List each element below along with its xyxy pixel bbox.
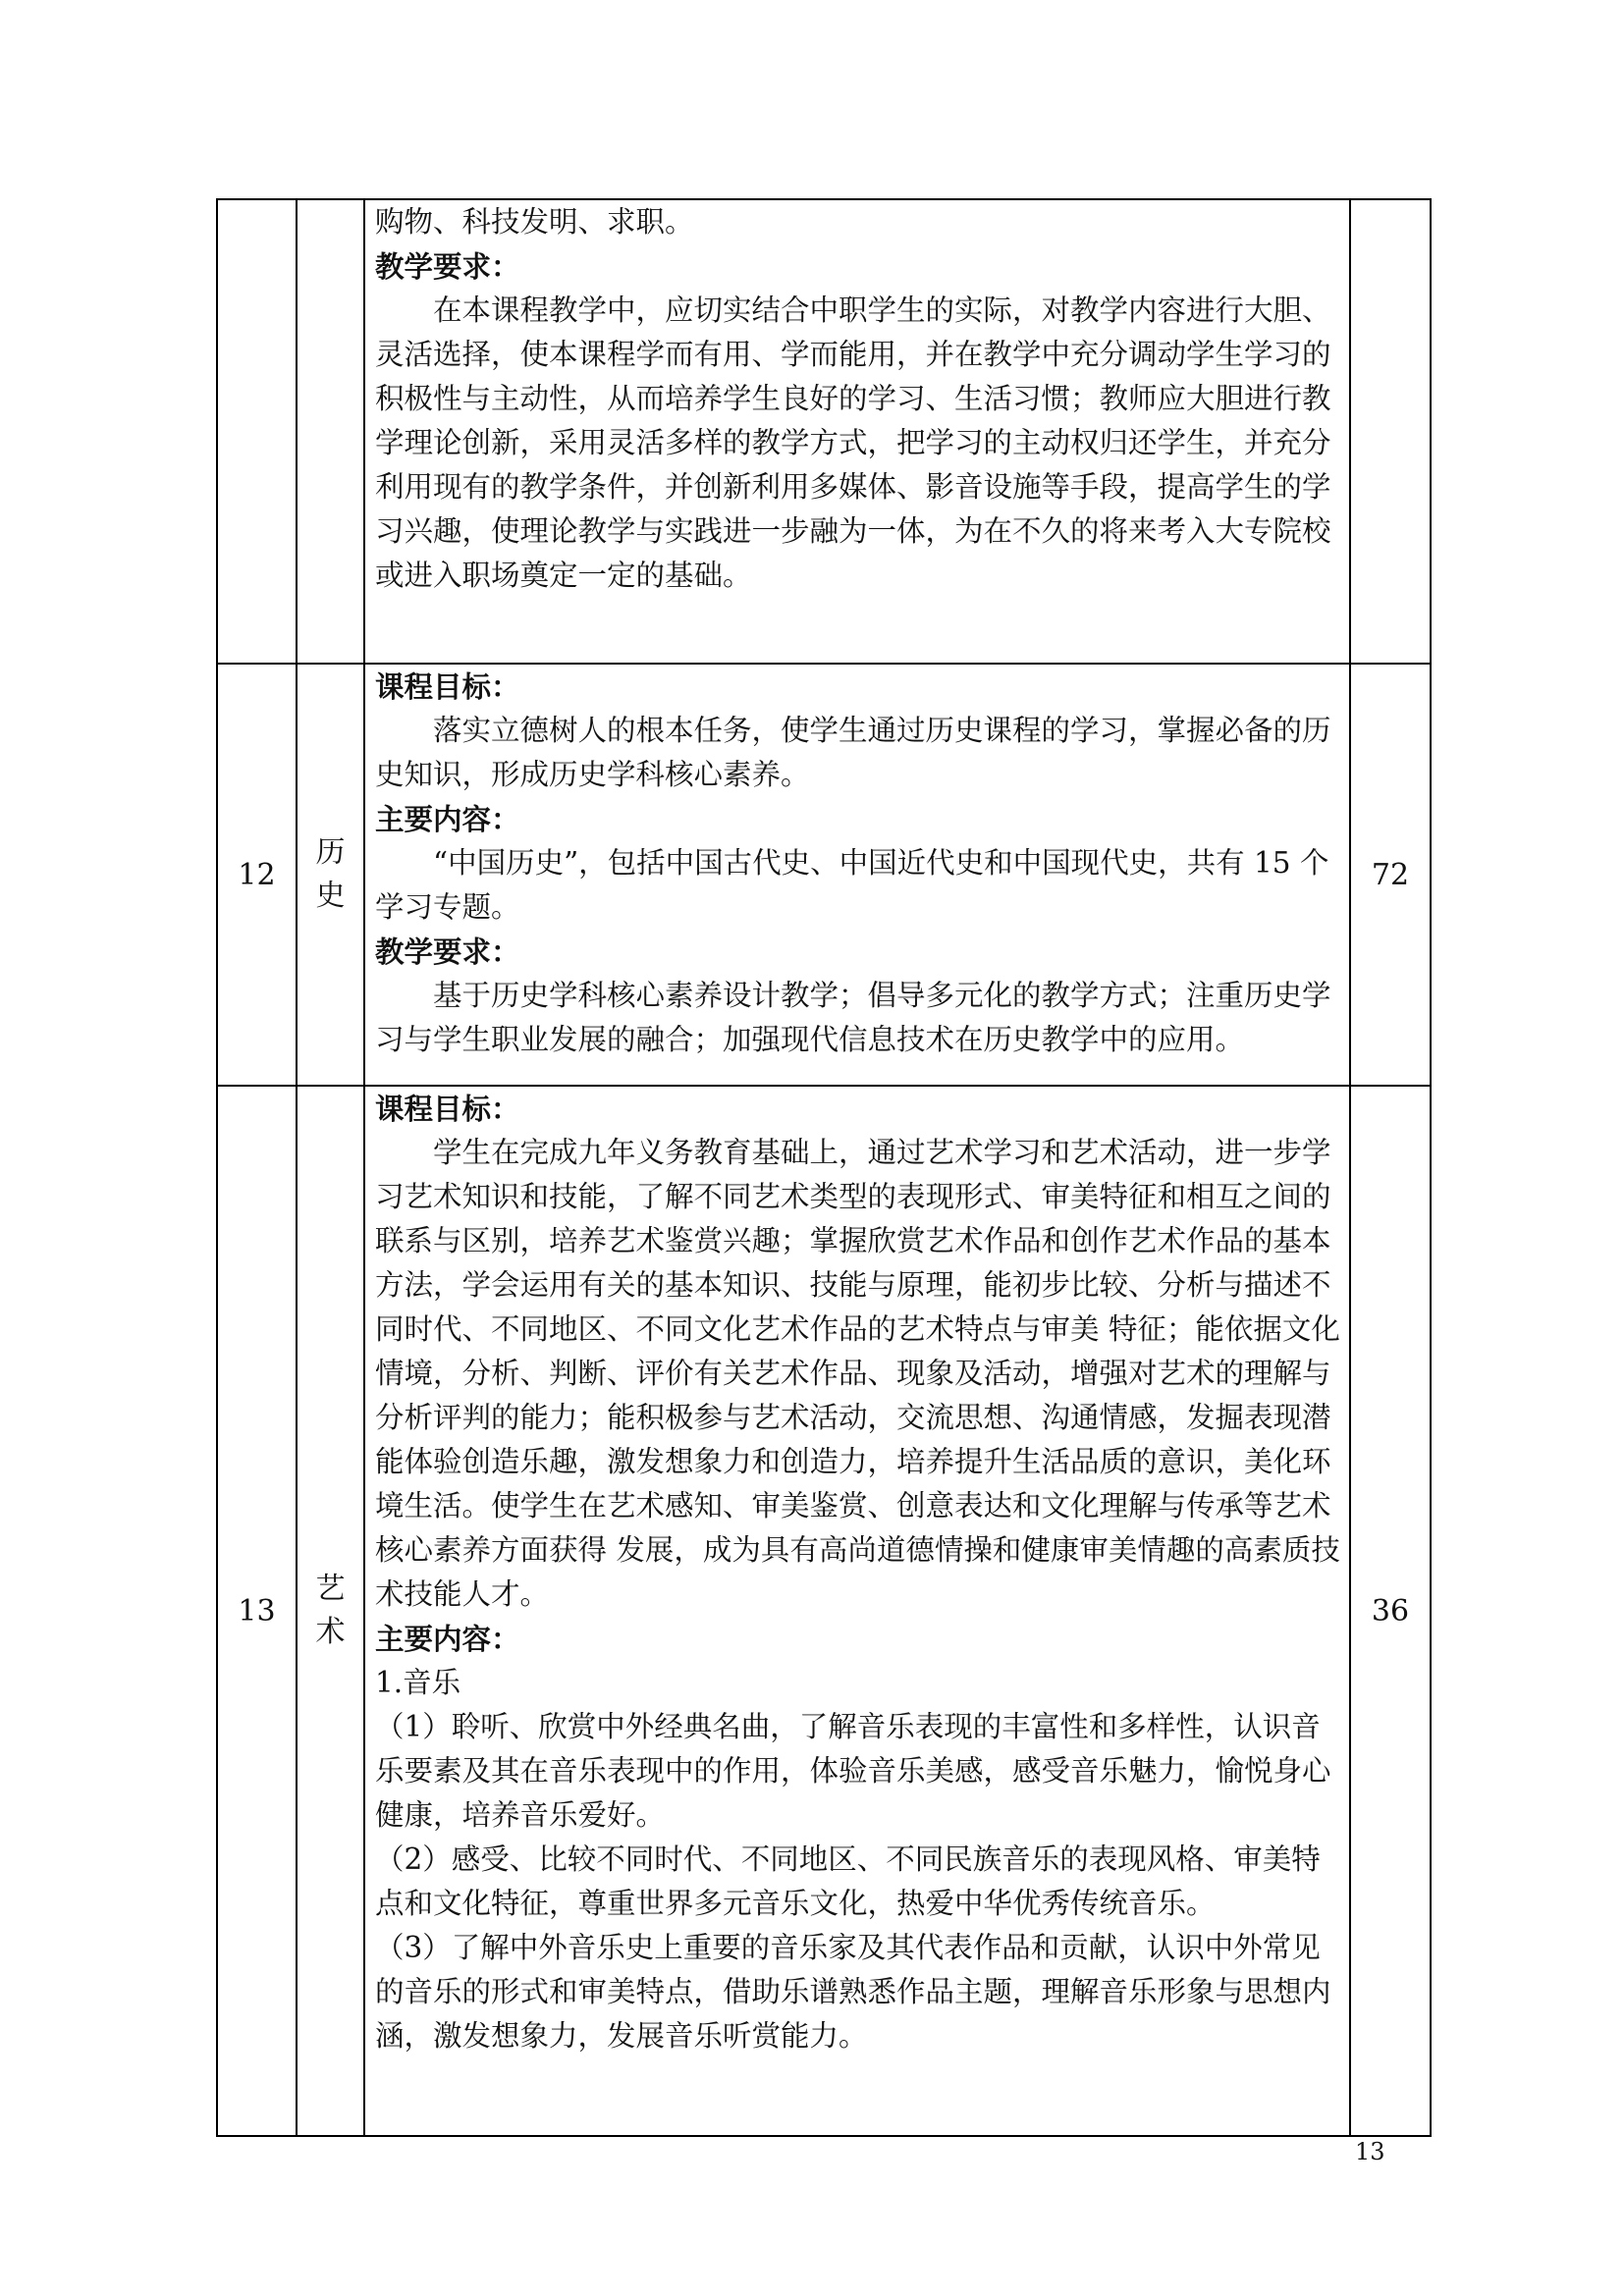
section-heading: 主要内容：: [375, 802, 520, 836]
table-row-continued: [217, 199, 1431, 664]
section-heading: 课程目标：: [375, 669, 520, 704]
course-subject-cell: [297, 1086, 364, 2136]
subject-char: 史: [315, 879, 346, 913]
course-hours-cell: 72: [1350, 664, 1431, 1086]
page-number: 13: [1355, 2138, 1385, 2165]
course-content-cell: [364, 1086, 1350, 2136]
section-heading: 教学要求：: [375, 934, 520, 969]
content-list-item: （2）感受、比较不同时代、不同地区、不同民族音乐的表现风格、审美特点和文化特征，尊重世界多元音乐文化，热爱中华优秀传统音乐。: [375, 1842, 1321, 1920]
content-subheading: 1.音乐: [375, 1666, 461, 1699]
content-paragraph: 基于历史学科核心素养设计教学；倡导多元化的教学方式；注重历史学习与学生职业发展的融合；加强现代信息技术在历史教学中的应用。: [375, 979, 1331, 1056]
course-number-cell: 13: [217, 1086, 297, 2136]
subject-char: 历: [315, 835, 346, 870]
course-number-cell: [217, 199, 297, 664]
section-heading: 课程目标：: [375, 1092, 520, 1126]
content-list-item: （3）了解中外音乐史上重要的音乐家及其代表作品和贡献，认识中外常见的音乐的形式和审美特点，借助乐谱熟悉作品主题，理解音乐形象与思想内涵，激发想象力，发展音乐听赏能力。: [375, 1931, 1331, 2053]
content-paragraph: 落实立德树人的根本任务，使学生通过历史课程的学习，掌握必备的历史知识，形成历史学科核心素养。: [375, 714, 1331, 791]
content-paragraph: “中国历史”，包括中国古代史、中国近代史和中国现代史，共有 15 个学习专题。: [375, 846, 1329, 924]
content-paragraph: 学生在完成九年义务教育基础上，通过艺术学习和艺术活动，进一步学习艺术知识和技能，了解不同艺术类型的表现形式、审美特征和相互之间的联系与区别，培养艺术鉴赏兴趣；掌握欣赏艺术作品和创作艺术作品的基本方法，学会运用有关的基本知识、技能与原理，能初步比较、分析与描述不同时代、不同地区、不同文化艺术作品的艺术特点与审美 特征；能依据文化情境，分析、判断、评价有关艺术作品、现象及活动，增强对艺术的理解与分析评判的能力；能积极参与艺术活动，交流思想、沟通情感，发掘表现潜能体验创造乐趣，激发想象力和创造力，培养提升生活品质的意识，美化环境生活。使学生在艺术感知、审美鉴赏、创意表达和文化理解与传承等艺术核心素养方面获得 发展，成为具有高尚道德情操和健康审美情趣的高素质技术技能人才。: [375, 1136, 1340, 1611]
content-list-item: （1）聆听、欣赏中外经典名曲，了解音乐表现的丰富性和多样性，认识音乐要素及其在音乐表现中的作用，体验音乐美感，感受音乐魅力，愉悦身心健康，培养音乐爱好。: [375, 1710, 1331, 1832]
table-row-art: [217, 1086, 1431, 2136]
course-hours-cell: [1350, 199, 1431, 664]
table-row-history: [217, 664, 1431, 1086]
course-hours-cell: 36: [1350, 1086, 1431, 2136]
course-subject-cell: [297, 199, 364, 664]
section-heading: 教学要求：: [375, 249, 520, 284]
course-content-cell: [364, 664, 1350, 1086]
course-subject-cell: [297, 664, 364, 1086]
subject-char: 艺: [315, 1572, 346, 1606]
course-content-cell: [364, 199, 1350, 664]
content-line: 购物、科技发明、求职。: [375, 205, 694, 239]
course-table: [216, 198, 1432, 2137]
course-number-cell: 12: [217, 664, 297, 1086]
content-paragraph: 在本课程教学中，应切实结合中职学生的实际，对教学内容进行大胆、灵活选择，使本课程学而有用、学而能用，并在教学中充分调动学生学习的积极性与主动性，从而培养学生良好的学习、生活习惯；教师应大胆进行教学理论创新，采用灵活多样的教学方式，把学习的主动权归还学生，并充分利用现有的教学条件，并创新利用多媒体、影音设施等手段，提高学生的学习兴趣，使理论教学与实践进一步融为一体，为在不久的将来考入大专院校或进入职场奠定一定的基础。: [375, 294, 1331, 592]
section-heading: 主要内容：: [375, 1622, 520, 1656]
subject-char: 术: [315, 1615, 346, 1649]
